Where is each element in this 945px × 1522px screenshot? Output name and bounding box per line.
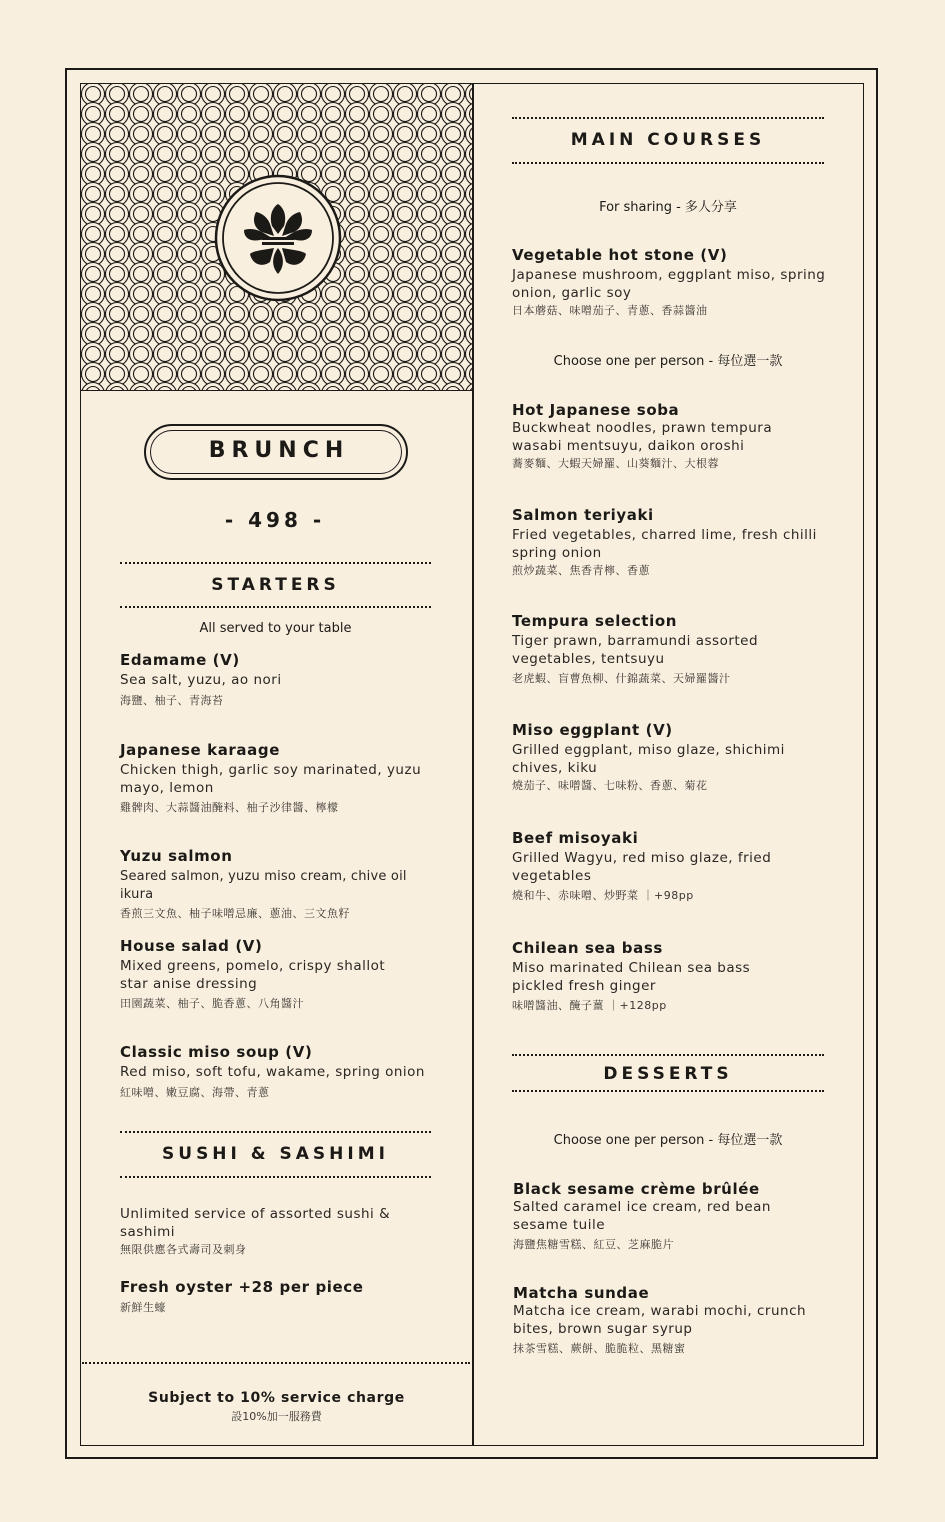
starters-note: All served to your table: [199, 621, 352, 636]
item-desc: Red miso, soft tofu, wakame, spring onion: [120, 1064, 425, 1080]
footer-rule: [82, 1362, 470, 1364]
starters-top-rule: [120, 562, 431, 564]
menu-item-unlimited-sushi: [120, 1206, 440, 1258]
service-charge-note-zh: 設10%加一服務費: [231, 1410, 322, 1423]
item-name: Black sesame crème brûlée: [513, 1180, 760, 1198]
item-desc: Buckwheat noodles, prawn tempura wasabi mentsuyu, daikon oroshi: [512, 420, 773, 454]
starters-heading: STARTERS: [211, 575, 340, 595]
menu-item-creme-brulee: [513, 1179, 803, 1253]
starters-bottom-rule: [120, 606, 431, 608]
item-name: Chilean sea bass: [512, 939, 663, 957]
menu-item-edamame: [120, 650, 440, 709]
item-desc: Unlimited service of assorted sushi & sashimi: [120, 1206, 391, 1240]
menu-item-chilean-sea-bass: [512, 938, 772, 1014]
item-name: Hot Japanese soba: [512, 401, 680, 419]
menu-item-japanese-soba: [512, 400, 812, 472]
menu-item-tempura-selection: [512, 611, 772, 687]
menu-item-matcha-sundae: [513, 1283, 813, 1357]
sushi-top-rule: [120, 1131, 431, 1133]
mains-heading: MAIN COURSES: [570, 130, 766, 150]
item-desc: Matcha ice cream, warabi mochi, crunch bites, brown sugar syrup: [513, 1303, 807, 1337]
logo-emblem-icon: [214, 174, 342, 302]
desserts-top-rule: [512, 1054, 824, 1056]
item-desc: Grilled eggplant, miso glaze, shichimi chives, kiku: [512, 742, 785, 776]
item-zh: 海鹽焦糖雪糕、紅豆、芝麻脆片: [513, 1238, 674, 1251]
item-zh: 蕎麥麵、大蝦天婦羅、山葵麵汁、大根蓉: [512, 457, 719, 470]
item-zh: 香煎三文魚、柚子味噌忌廉、蔥油、三文魚籽: [120, 907, 350, 920]
item-desc: Tiger prawn, barramundi assorted vegetables, tentsuyu: [512, 633, 759, 667]
item-zh: 新鮮生蠔: [120, 1301, 166, 1314]
mains-bottom-rule: [512, 162, 824, 164]
menu-item-salmon-teriyaki: [512, 505, 832, 579]
item-zh: 味噌醬油、醃子薑 ｜+128pp: [512, 999, 667, 1012]
menu-item-house-salad: [120, 936, 410, 1012]
desserts-bottom-rule: [512, 1090, 824, 1092]
item-desc: Miso marinated Chilean sea bass pickled fresh ginger: [512, 960, 751, 994]
menu-item-vegetable-hot-stone: [512, 245, 832, 319]
item-name: Beef misoyaki: [512, 829, 639, 847]
item-name: Classic miso soup (V): [120, 1043, 313, 1061]
item-zh: 無限供應各式壽司及刺身: [120, 1243, 247, 1256]
brunch-title-pill: [144, 424, 408, 480]
item-desc: Salted caramel ice cream, red bean sesame tuile: [513, 1199, 771, 1233]
item-zh: 紅味噌、嫩豆腐、海帶、青蔥: [120, 1085, 270, 1099]
mains-top-rule: [512, 117, 824, 119]
column-divider: [472, 83, 474, 1446]
item-zh: 田園蔬菜、柚子、脆香蔥、八角醬汁: [120, 997, 304, 1010]
menu-item-fresh-oyster: [120, 1277, 440, 1316]
item-name: Yuzu salmon: [120, 847, 233, 865]
item-name: Miso eggplant (V): [512, 721, 673, 739]
desserts-choose-note: Choose one per person - 每位選一款: [553, 1133, 783, 1148]
menu-item-miso-soup: [120, 1042, 440, 1101]
item-zh: 抹茶雪糕、蕨餅、脆脆粒、黑糖蜜: [513, 1342, 686, 1355]
item-desc: Grilled Wagyu, red miso glaze, fried vegetables: [512, 850, 772, 884]
sushi-heading: SUSHI & SASHIMI: [162, 1144, 389, 1164]
item-zh: 雞髀肉、大蒜醬油醃料、柚子沙律醬、檸檬: [120, 801, 339, 814]
item-name: House salad (V): [120, 937, 263, 955]
item-name: Fresh oyster +28 per piece: [120, 1278, 364, 1296]
menu-item-miso-eggplant: [512, 720, 812, 794]
item-zh: 燒茄子、味噌醬、七味粉、香蔥、菊花: [512, 779, 708, 792]
item-desc: Chicken thigh, garlic soy marinated, yuzu mayo, lemon: [120, 762, 422, 796]
item-desc: Seared salmon, yuzu miso cream, chive oil ikura: [120, 869, 407, 902]
mains-choose-note: Choose one per person - 每位選一款: [553, 354, 783, 369]
service-charge-note: Subject to 10% service charge: [148, 1390, 405, 1406]
menu-item-karaage: [120, 740, 440, 816]
item-zh: 日本蘑菇、味噌茄子、青蔥、香蒜醬油: [512, 304, 708, 317]
brunch-price: - 498 -: [224, 508, 326, 532]
item-zh: 煎炒蔬菜、焦香青檸、香蔥: [512, 564, 650, 577]
desserts-heading: DESSERTS: [603, 1064, 733, 1084]
item-desc: Fried vegetables, charred lime, fresh chilli spring onion: [512, 527, 817, 561]
item-zh: 燒和牛、赤味噌、炒野菜 ｜+98pp: [512, 889, 694, 902]
item-name: Salmon teriyaki: [512, 506, 654, 524]
brunch-title: BRUNCH: [208, 438, 350, 463]
item-zh: 海鹽、柚子、青海苔: [120, 693, 224, 707]
item-zh: 老虎蝦、盲曹魚柳、什錦蔬菜、天婦羅醬汁: [512, 672, 731, 685]
item-desc: Japanese mushroom, eggplant miso, spring onion, garlic soy: [512, 267, 826, 301]
item-name: Edamame (V): [120, 651, 240, 669]
menu-item-beef-misoyaki: [512, 828, 812, 904]
item-name: Vegetable hot stone (V): [512, 246, 728, 264]
mains-sharing-note: For sharing - 多人分享: [599, 200, 737, 215]
item-desc: Sea salt, yuzu, ao nori: [120, 672, 282, 688]
item-name: Japanese karaage: [120, 741, 280, 759]
sushi-bottom-rule: [120, 1176, 431, 1178]
item-name: Tempura selection: [512, 612, 678, 630]
item-name: Matcha sundae: [513, 1284, 650, 1302]
item-desc: Mixed greens, pomelo, crispy shallot star anise dressing: [120, 958, 386, 992]
menu-item-yuzu-salmon: [120, 846, 440, 922]
